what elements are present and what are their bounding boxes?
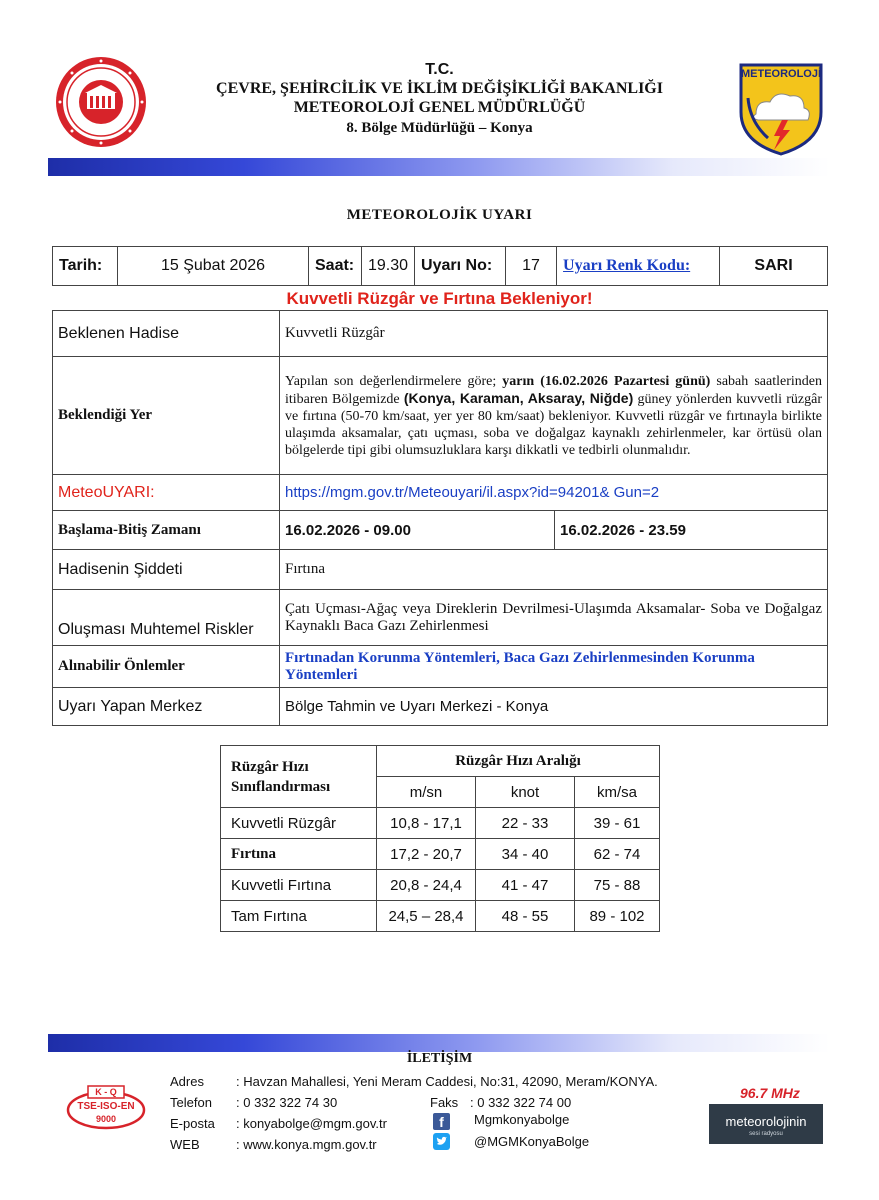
merkez-value: Bölge Tahmin ve Uyarı Merkezi - Konya — [280, 688, 828, 726]
siddet-value: Fırtına — [280, 550, 828, 590]
web-label: WEB — [170, 1137, 200, 1152]
wind-row-knot: 48 - 55 — [476, 901, 575, 932]
saat-value: 19.30 — [362, 247, 415, 286]
saat-label: Saat: — [309, 247, 362, 286]
tarih-value: 15 Şubat 2026 — [118, 247, 309, 286]
warning-info-table — [52, 246, 828, 286]
table-row — [221, 901, 660, 932]
faks-label: Faks — [430, 1095, 459, 1110]
zaman-cell — [280, 511, 828, 550]
onlem-label: Alınabilir Önlemler — [53, 646, 280, 688]
adres-value: : Havzan Mahallesi, Yeni Meram Caddesi, No:31, 42090, Meram/KONYA. — [236, 1074, 658, 1089]
radio-sub: sesi radyosu — [749, 1131, 783, 1137]
wind-class-header: Rüzgâr Hızı Sınıflandırması — [221, 746, 377, 808]
wind-row-knot: 41 - 47 — [476, 870, 575, 901]
telefon-label: Telefon — [170, 1095, 212, 1110]
radio-frequency: 96.7 MHz — [740, 1085, 800, 1101]
renk-kodu-link[interactable]: Uyarı Renk Kodu: — [563, 257, 691, 274]
zaman-start: 16.02.2026 - 09.00 — [280, 511, 555, 549]
table-row — [221, 808, 660, 839]
telefon-value: : 0 332 322 74 30 — [236, 1095, 338, 1110]
beklendigi-yer-label: Beklendiği Yer — [53, 357, 280, 475]
wind-row-kmh: 75 - 88 — [575, 870, 660, 901]
wind-row-name: Kuvvetli Fırtına — [221, 870, 377, 901]
risk-label: Oluşması Muhtemel Riskler — [53, 590, 280, 646]
wind-row-ms: 10,8 - 17,1 — [377, 808, 476, 839]
beklendigi-yer-value — [280, 357, 828, 475]
meteouyari-link[interactable]: https://mgm.gov.tr/Meteouyari/il.aspx?id=94201& Gun=2 — [280, 475, 828, 511]
meteoroloji-logo — [738, 62, 824, 156]
renk-kodu-value: SARI — [720, 247, 828, 286]
wind-row-knot: 22 - 33 — [476, 808, 575, 839]
wind-row-knot: 34 - 40 — [476, 839, 575, 870]
meteouyari-label: MeteoUYARI: — [53, 475, 280, 511]
zaman-label: Başlama-Bitiş Zamanı — [53, 511, 280, 550]
tse-logo — [66, 1082, 146, 1134]
web-value[interactable]: : www.konya.mgm.gov.tr — [236, 1137, 377, 1152]
wind-row-kmh: 39 - 61 — [575, 808, 660, 839]
wind-row-name: Fırtına — [221, 839, 377, 870]
beklenen-hadise-label: Beklenen Hadise — [53, 311, 280, 357]
risk-value: Çatı Uçması-Ağaç veya Direklerin Devrilmesi-Ulaşımda Aksamalar- Soba ve Doğalgaz Kaynaklı Baca Gazı Zehirlenmesi — [280, 590, 828, 646]
unit-ms: m/sn — [377, 777, 476, 808]
yer-text-2: sabah saatlerinden itibaren Bölgemizde — [285, 373, 822, 407]
footer-divider — [48, 1034, 830, 1052]
beklenen-hadise-value: Kuvvetli Rüzgâr — [280, 311, 828, 357]
twitter-icon — [433, 1133, 450, 1150]
yer-date: yarın (16.02.2026 Pazartesi günü) — [502, 373, 711, 389]
tse-top: K - Q — [95, 1087, 117, 1097]
radio-name: meteorolojinin — [725, 1114, 807, 1129]
wind-row-ms: 24,5 – 28,4 — [377, 901, 476, 932]
zaman-end: 16.02.2026 - 23.59 — [560, 521, 686, 539]
uyari-no-label: Uyarı No: — [415, 247, 506, 286]
headline: Kuvvetli Rüzgâr ve Fırtına Bekleniyor! — [286, 289, 593, 308]
faks-value: : 0 332 322 74 00 — [470, 1095, 572, 1110]
details-table — [52, 310, 828, 726]
yer-text-1: Yapılan son değerlendirmelere göre; — [285, 373, 503, 389]
tarih-label: Tarih: — [53, 247, 118, 286]
tse-num: 9000 — [95, 1114, 117, 1124]
wind-speed-table — [220, 745, 660, 932]
contact-labels — [170, 1071, 215, 1155]
eposta-value[interactable]: : konyabolge@mgm.gov.tr — [236, 1116, 387, 1131]
unit-knot: knot — [476, 777, 575, 808]
wind-range-header: Rüzgâr Hızı Aralığı — [377, 746, 660, 777]
header-tc: T.C. — [425, 61, 454, 78]
meteoroloji-logo-text: METEOROLOJİ — [740, 68, 822, 80]
merkez-label: Uyarı Yapan Merkez — [53, 688, 280, 726]
wind-row-kmh: 89 - 102 — [575, 901, 660, 932]
adres-label: Adres — [170, 1074, 204, 1089]
wind-row-kmh: 62 - 74 — [575, 839, 660, 870]
document-title: METEOROLOJİK UYARI — [346, 207, 533, 223]
wind-row-name: Tam Fırtına — [221, 901, 377, 932]
wind-row-name: Kuvvetli Rüzgâr — [221, 808, 377, 839]
header-ministry: ÇEVRE, ŞEHİRCİLİK VE İKLİM DEĞİŞİKLİĞİ BAKANLIĞI — [216, 80, 663, 97]
siddet-label — [53, 550, 280, 590]
uyari-no-value: 17 — [506, 247, 557, 286]
table-row — [221, 839, 660, 870]
eposta-label: E-posta — [170, 1116, 215, 1131]
footer-title: İLETİŞİM — [406, 1051, 473, 1066]
facebook-icon: f — [433, 1113, 450, 1130]
twitter-handle[interactable]: @MGMKonyaBolge — [474, 1134, 590, 1149]
yer-text-3: güney yönlerden kuvvetli rüzgâr ve fırtına (50-70 km/saat, yer yer 80 km/saat) bekleniyor. Kuvvetli rüzgâr ve fırtınayla birlikte ulaşımda aksamalar, çatı uçması, soba ve doğalgaz kaynaklı zehirlenmeler, kar örtüsü olan bölgelerde tipi gibi olumsuzluklara karşı dikkatli ve tedbirli olunmalıdır. — [285, 391, 822, 458]
table-row — [221, 870, 660, 901]
unit-kmh: km/sa — [575, 777, 660, 808]
wind-row-ms: 20,8 - 24,4 — [377, 870, 476, 901]
radio-logo — [709, 1104, 823, 1144]
header-region: 8. Bölge Müdürlüğü – Konya — [346, 120, 533, 136]
yer-provinces: (Konya, Karaman, Aksaray, Niğde) — [403, 389, 634, 406]
siddet-label-text: Hadisenin Şiddeti — [58, 560, 183, 578]
facebook-handle[interactable]: Mgmkonyabolge — [474, 1112, 570, 1127]
tse-mid: TSE-ISO-EN — [77, 1101, 135, 1112]
wind-row-ms: 17,2 - 20,7 — [377, 839, 476, 870]
onlem-link[interactable]: Fırtınadan Korunma Yöntemleri, Baca Gazı Zehirlenmesinden Korunma Yöntemleri — [280, 646, 828, 688]
header-directorate: METEOROLOJİ GENEL MÜDÜRLÜĞÜ — [293, 99, 586, 116]
header-divider — [48, 158, 830, 176]
